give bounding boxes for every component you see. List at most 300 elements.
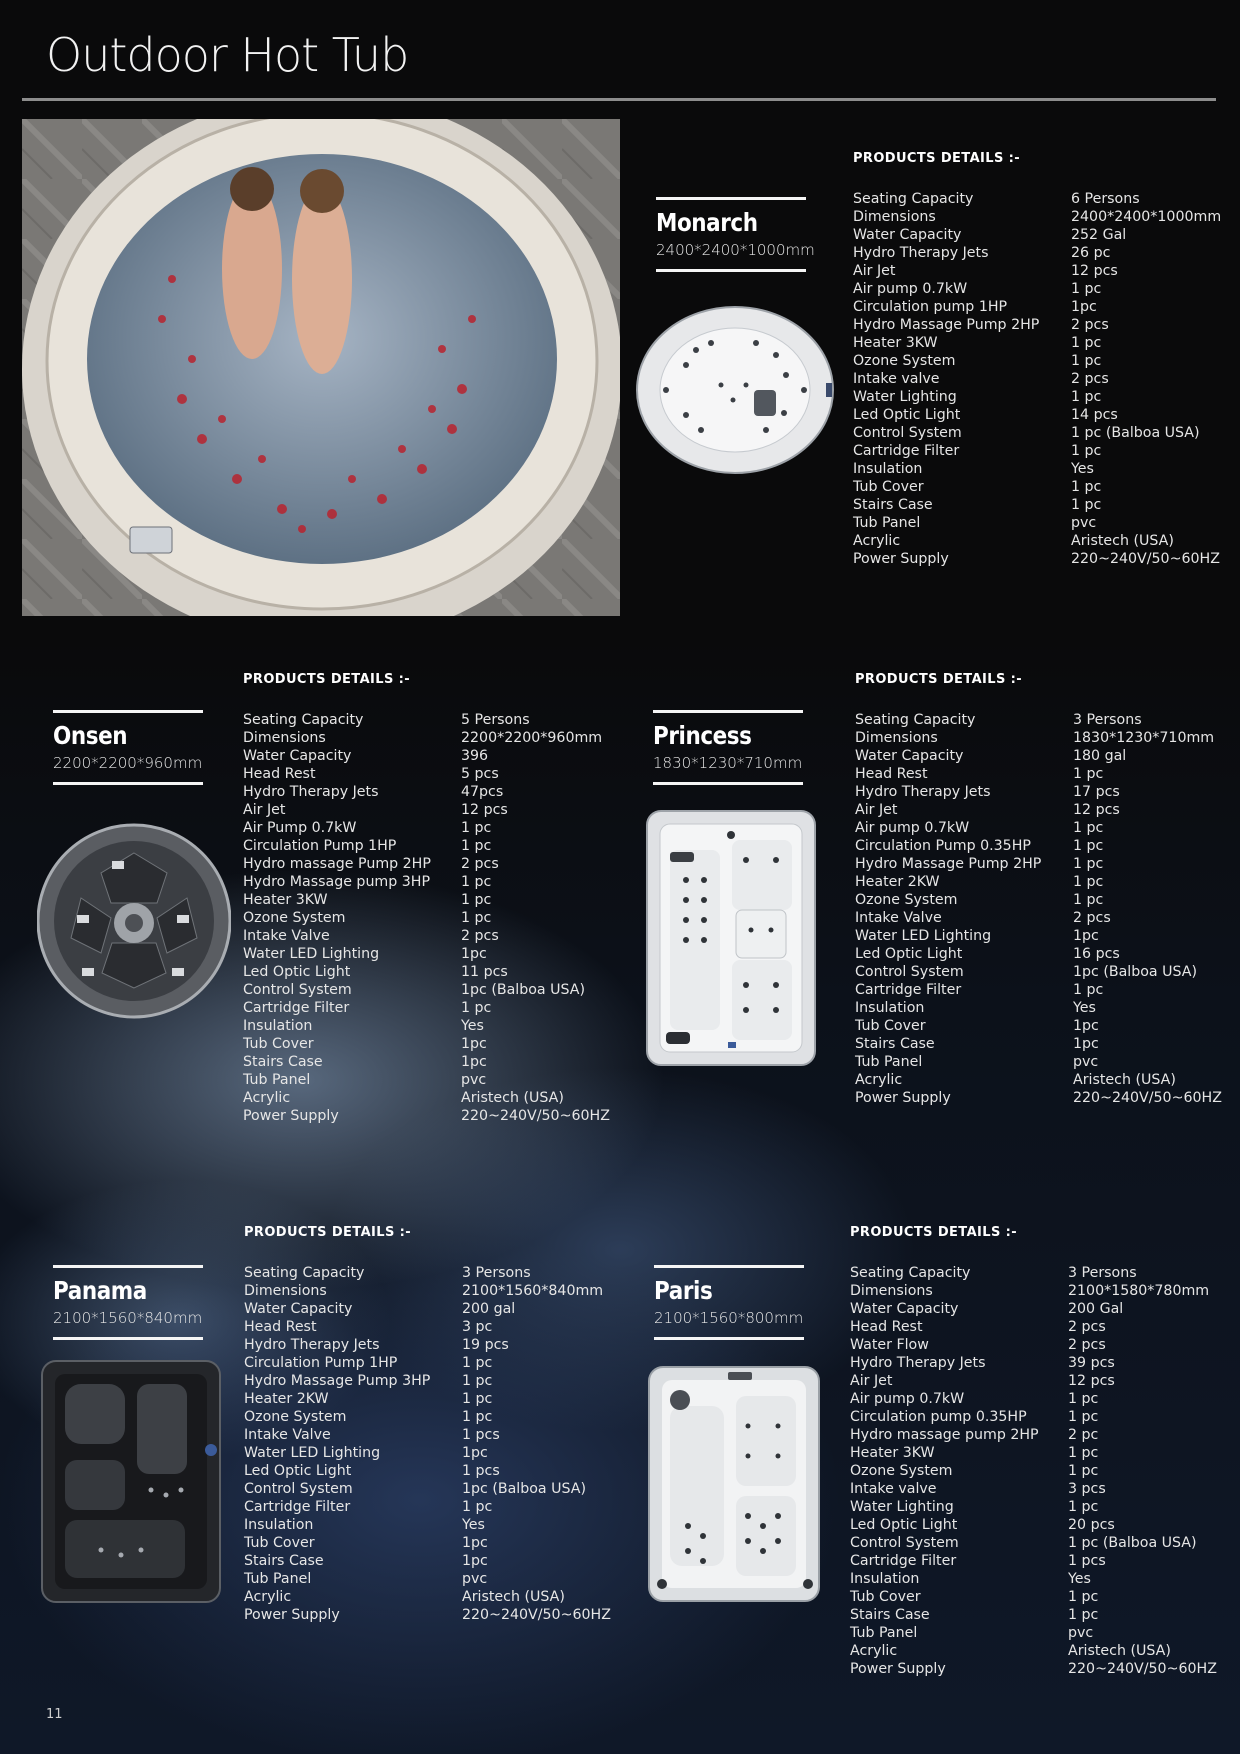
spec-value: 1 pc <box>461 910 492 926</box>
spec-value: 2400*2400*1000mm <box>1071 209 1222 225</box>
spec-value: pvc <box>462 1571 488 1587</box>
spec-row <box>850 1444 1217 1462</box>
spec-label: Insulation <box>855 1000 925 1016</box>
product-name-rule <box>654 1265 804 1268</box>
spec-row <box>850 1300 1217 1318</box>
spec-row <box>853 208 1221 226</box>
spec-value: 2 pc <box>1068 1427 1099 1443</box>
spec-value: 1 pc <box>462 1409 493 1425</box>
spec-label: Insulation <box>244 1517 314 1533</box>
spec-row <box>244 1408 611 1426</box>
spec-label: Led Optic Light <box>244 1463 352 1479</box>
spec-value: 1pc (Balboa USA) <box>461 982 586 998</box>
spec-label: Water Capacity <box>855 748 964 764</box>
spec-value: 2 pcs <box>461 928 499 944</box>
spec-label: Hydro Therapy Jets <box>243 784 379 800</box>
spec-row <box>243 1089 610 1107</box>
spec-label: Dimensions <box>244 1283 327 1299</box>
spec-row <box>243 765 610 783</box>
spec-row <box>855 1053 1222 1071</box>
spec-value: 220~240V/50~60HZ <box>1068 1661 1217 1677</box>
spec-row <box>850 1462 1217 1480</box>
spec-value: 2200*2200*960mm <box>461 730 603 746</box>
spec-value: pvc <box>461 1072 487 1088</box>
spec-label: Tub Cover <box>850 1589 921 1605</box>
product-name: Monarch <box>656 208 758 237</box>
spec-value: Yes <box>1068 1571 1091 1587</box>
spec-row <box>244 1462 611 1480</box>
spec-value: 220~240V/50~60HZ <box>1071 551 1220 567</box>
spec-value: 200 Gal <box>1068 1301 1124 1317</box>
spec-label: Control System <box>850 1535 959 1551</box>
spec-value: 1 pc <box>1073 874 1104 890</box>
spec-value: 1pc <box>1073 1018 1099 1034</box>
spec-label: Ozone System <box>853 353 956 369</box>
spec-value: 180 gal <box>1073 748 1127 764</box>
spec-value: 2100*1560*840mm <box>462 1283 604 1299</box>
spec-value: 220~240V/50~60HZ <box>1073 1090 1222 1106</box>
title-divider <box>22 98 1216 101</box>
spec-label: Insulation <box>853 461 923 477</box>
spec-label: Power Supply <box>850 1661 946 1677</box>
spec-label: Hydro Therapy Jets <box>855 784 991 800</box>
spec-label: Led Optic Light <box>853 407 961 423</box>
spec-label: Head Rest <box>244 1319 317 1335</box>
product-name-block-panama <box>53 1265 203 1340</box>
spec-row <box>853 424 1221 442</box>
spec-row <box>243 981 610 999</box>
product-details-onsen <box>243 671 610 1125</box>
spec-value: 1 pc <box>1073 982 1104 998</box>
spec-value: 16 pcs <box>1073 946 1120 962</box>
spec-label: Air Jet <box>243 802 286 818</box>
spec-row <box>853 244 1221 262</box>
spec-value: 396 <box>461 748 489 764</box>
spec-value: 17 pcs <box>1073 784 1120 800</box>
spec-row <box>850 1264 1217 1282</box>
spec-label: Tub Panel <box>855 1054 923 1070</box>
spec-row <box>855 963 1222 981</box>
products-details-header: PRODUCTS DETAILS :- <box>855 672 1023 687</box>
spec-value: 1 pc <box>461 892 492 908</box>
products-details-header: PRODUCTS DETAILS :- <box>244 1225 412 1240</box>
spec-row <box>850 1390 1217 1408</box>
products-details-header: PRODUCTS DETAILS :- <box>850 1225 1018 1240</box>
spec-value: Aristech (USA) <box>1073 1072 1176 1088</box>
spec-row <box>855 909 1222 927</box>
product-details-monarch <box>853 150 1221 568</box>
spec-row <box>244 1372 611 1390</box>
spec-label: Air pump 0.7kW <box>850 1391 965 1407</box>
spec-row <box>244 1480 611 1498</box>
spec-value: 1pc <box>1073 928 1099 944</box>
spec-value: 1 pc <box>1071 281 1102 297</box>
spec-label: Power Supply <box>855 1090 951 1106</box>
product-name-rule <box>653 782 803 785</box>
products-details-header: PRODUCTS DETAILS :- <box>243 672 411 687</box>
product-details-princess <box>855 671 1222 1107</box>
spec-row <box>244 1282 611 1300</box>
spec-label: Water LED Lighting <box>244 1445 381 1461</box>
spec-row <box>853 460 1221 478</box>
product-name: Paris <box>654 1276 713 1305</box>
product-name-rule <box>53 782 203 785</box>
spec-value: 11 pcs <box>461 964 508 980</box>
spec-row <box>244 1498 611 1516</box>
spec-row <box>853 514 1221 532</box>
spec-label: Stairs Case <box>850 1607 930 1623</box>
spec-label: Tub Cover <box>853 479 924 495</box>
product-name-rule <box>53 710 203 713</box>
spec-label: Ozone System <box>855 892 958 908</box>
product-name-rule <box>656 197 806 200</box>
spec-label: Acrylic <box>855 1072 903 1088</box>
spec-value: 3 Persons <box>1073 712 1142 728</box>
spec-label: Hydro massage Pump 2HP <box>243 856 431 872</box>
spec-label: Intake Valve <box>855 910 942 926</box>
spec-value: 220~240V/50~60HZ <box>461 1108 610 1124</box>
product-photo-onsen <box>37 823 231 1023</box>
spec-row <box>243 1035 610 1053</box>
spec-row <box>853 532 1221 550</box>
spec-value: 47pcs <box>461 784 504 800</box>
spec-label: Hydro massage pump 2HP <box>850 1427 1039 1443</box>
spec-label: Head Rest <box>850 1319 923 1335</box>
spec-row <box>244 1390 611 1408</box>
spec-label: Head Rest <box>243 766 316 782</box>
spec-label: Heater 2KW <box>244 1391 329 1407</box>
spec-value: 1 pc <box>1068 1499 1099 1515</box>
spec-row <box>853 316 1221 334</box>
page-title: Outdoor Hot Tub <box>46 28 409 82</box>
spec-value: 2 pcs <box>1068 1337 1106 1353</box>
spec-label: Cartridge Filter <box>243 1000 350 1016</box>
spec-label: Acrylic <box>853 533 901 549</box>
spec-row <box>244 1444 611 1462</box>
spec-value: 1pc (Balboa USA) <box>462 1481 587 1497</box>
spec-value: 1 pc <box>1068 1391 1099 1407</box>
spec-label: Control System <box>243 982 352 998</box>
spec-label: Water Capacity <box>244 1301 353 1317</box>
products-details-header: PRODUCTS DETAILS :- <box>853 151 1021 166</box>
spec-row <box>850 1372 1217 1390</box>
spec-row <box>853 334 1221 352</box>
spec-label: Intake Valve <box>244 1427 331 1443</box>
spec-label: Hydro Massage Pump 2HP <box>853 317 1040 333</box>
spec-label: Tub Panel <box>853 515 921 531</box>
spec-label: Control System <box>855 964 964 980</box>
spec-value: 12 pcs <box>461 802 508 818</box>
spec-row <box>850 1426 1217 1444</box>
spec-value: 3 pc <box>462 1319 493 1335</box>
spec-label: Acrylic <box>244 1589 292 1605</box>
spec-row <box>855 981 1222 999</box>
spec-value: 1 pc <box>1068 1607 1099 1623</box>
spec-value: 1830*1230*710mm <box>1073 730 1215 746</box>
product-photo-princess <box>646 810 816 1070</box>
spec-label: Seating Capacity <box>850 1265 971 1281</box>
spec-row <box>243 999 610 1017</box>
spec-row <box>243 747 610 765</box>
spec-row <box>853 388 1221 406</box>
spec-value: 1 pcs <box>462 1427 500 1443</box>
spec-value: 1 pc <box>1073 838 1104 854</box>
spec-value: pvc <box>1071 515 1097 531</box>
spec-row <box>243 783 610 801</box>
spec-row <box>855 855 1222 873</box>
spec-value: Aristech (USA) <box>462 1589 565 1605</box>
product-dimension: 2400*2400*1000mm <box>656 241 815 259</box>
product-name-rule <box>656 269 806 272</box>
spec-row <box>853 406 1221 424</box>
spec-row <box>244 1552 611 1570</box>
spec-value: 1 pc (Balboa USA) <box>1071 425 1200 441</box>
spec-value: Yes <box>462 1517 485 1533</box>
spec-row <box>853 190 1221 208</box>
spec-row <box>853 442 1221 460</box>
product-name-block-monarch <box>656 197 815 272</box>
spec-label: Air Jet <box>853 263 896 279</box>
spec-row <box>853 226 1221 244</box>
spec-label: Dimensions <box>853 209 936 225</box>
spec-row <box>850 1642 1217 1660</box>
spec-row <box>850 1606 1217 1624</box>
spec-label: Control System <box>853 425 962 441</box>
spec-row <box>855 819 1222 837</box>
spec-row <box>244 1534 611 1552</box>
spec-row <box>853 370 1221 388</box>
spec-value: pvc <box>1068 1625 1094 1641</box>
spec-label: Water Capacity <box>850 1301 959 1317</box>
spec-value: 2 pcs <box>461 856 499 872</box>
spec-label: Tub Cover <box>244 1535 315 1551</box>
spec-label: Circulation Pump 1HP <box>244 1355 398 1371</box>
spec-row <box>853 496 1221 514</box>
spec-value: Aristech (USA) <box>1071 533 1174 549</box>
product-name: Princess <box>653 721 752 750</box>
spec-label: Tub Cover <box>243 1036 314 1052</box>
spec-value: 200 gal <box>462 1301 516 1317</box>
spec-label: Seating Capacity <box>853 191 974 207</box>
spec-value: 1pc <box>462 1535 488 1551</box>
spec-row <box>850 1552 1217 1570</box>
spec-row <box>855 873 1222 891</box>
product-name: Panama <box>53 1276 147 1305</box>
spec-row <box>855 891 1222 909</box>
product-name-block-princess <box>653 710 803 785</box>
product-photo-panama <box>41 1360 221 1607</box>
spec-label: Seating Capacity <box>243 712 364 728</box>
spec-value: 20 pcs <box>1068 1517 1115 1533</box>
spec-value: 1 pc <box>1071 335 1102 351</box>
spec-value: 5 pcs <box>461 766 499 782</box>
spec-label: Stairs Case <box>244 1553 324 1569</box>
spec-row <box>243 729 610 747</box>
product-dimension: 1830*1230*710mm <box>653 754 803 772</box>
spec-label: Insulation <box>850 1571 920 1587</box>
spec-value: 2 pcs <box>1073 910 1111 926</box>
spec-row <box>855 837 1222 855</box>
spec-value: 1 pc (Balboa USA) <box>1068 1535 1197 1551</box>
spec-label: Tub Panel <box>850 1625 918 1641</box>
spec-value: 220~240V/50~60HZ <box>462 1607 611 1623</box>
spec-value: 19 pcs <box>462 1337 509 1353</box>
spec-value: 1pc (Balboa USA) <box>1073 964 1198 980</box>
spec-value: Aristech (USA) <box>461 1090 564 1106</box>
product-name-rule <box>53 1265 203 1268</box>
spec-row <box>243 945 610 963</box>
spec-value: 1 pcs <box>462 1463 500 1479</box>
spec-label: Intake valve <box>853 371 940 387</box>
spec-value: pvc <box>1073 1054 1099 1070</box>
spec-value: 3 Persons <box>462 1265 531 1281</box>
spec-value: 1pc <box>461 946 487 962</box>
spec-row <box>850 1498 1217 1516</box>
spec-label: Hydro Massage pump 3HP <box>243 874 431 890</box>
spec-row <box>243 711 610 729</box>
spec-value: 1 pc <box>1073 856 1104 872</box>
spec-row <box>244 1588 611 1606</box>
spec-label: Cartridge Filter <box>855 982 962 998</box>
spec-value: 12 pcs <box>1071 263 1118 279</box>
spec-value: 1 pc <box>1073 820 1104 836</box>
spec-value: 1 pc <box>461 820 492 836</box>
spec-value: 1 pc <box>1068 1463 1099 1479</box>
spec-row <box>243 801 610 819</box>
spec-row <box>855 765 1222 783</box>
spec-label: Tub Cover <box>855 1018 926 1034</box>
spec-row <box>850 1354 1217 1372</box>
spec-label: Heater 3KW <box>853 335 938 351</box>
product-name-rule <box>53 1337 203 1340</box>
spec-value: 12 pcs <box>1073 802 1120 818</box>
spec-label: Dimensions <box>855 730 938 746</box>
spec-value: 1 pc <box>462 1499 493 1515</box>
spec-row <box>243 819 610 837</box>
spec-label: Power Supply <box>244 1607 340 1623</box>
spec-row <box>243 1017 610 1035</box>
spec-row <box>244 1606 611 1624</box>
product-details-panama <box>244 1224 611 1624</box>
spec-label: Air Jet <box>850 1373 893 1389</box>
product-dimension: 2100*1560*840mm <box>53 1309 203 1327</box>
spec-row <box>243 963 610 981</box>
spec-row <box>853 262 1221 280</box>
spec-value: Yes <box>1071 461 1094 477</box>
spec-label: Stairs Case <box>243 1054 323 1070</box>
spec-row <box>855 783 1222 801</box>
spec-value: 14 pcs <box>1071 407 1118 423</box>
spec-row <box>243 1053 610 1071</box>
spec-row <box>850 1570 1217 1588</box>
spec-row <box>244 1354 611 1372</box>
spec-value: 1pc <box>1073 1036 1099 1052</box>
product-name-rule <box>653 710 803 713</box>
spec-value: 2 pcs <box>1071 371 1109 387</box>
spec-value: 252 Gal <box>1071 227 1127 243</box>
spec-label: Head Rest <box>855 766 928 782</box>
spec-label: Cartridge Filter <box>853 443 960 459</box>
product-photo-paris <box>648 1366 820 1606</box>
spec-row <box>855 711 1222 729</box>
spec-label: Cartridge Filter <box>850 1553 957 1569</box>
spec-label: Water LED Lighting <box>855 928 992 944</box>
spec-label: Insulation <box>243 1018 313 1034</box>
spec-row <box>244 1336 611 1354</box>
spec-row <box>244 1264 611 1282</box>
spec-label: Hydro Therapy Jets <box>853 245 989 261</box>
spec-row <box>243 909 610 927</box>
spec-row <box>850 1516 1217 1534</box>
spec-label: Heater 2KW <box>855 874 940 890</box>
spec-row <box>855 945 1222 963</box>
spec-row <box>855 801 1222 819</box>
spec-value: 1 pc <box>462 1391 493 1407</box>
spec-label: Tub Panel <box>243 1072 311 1088</box>
spec-value: Yes <box>461 1018 484 1034</box>
spec-value: 2 pcs <box>1071 317 1109 333</box>
spec-row <box>850 1588 1217 1606</box>
spec-row <box>243 891 610 909</box>
spec-label: Intake Valve <box>243 928 330 944</box>
spec-label: Air Jet <box>855 802 898 818</box>
spec-list <box>243 711 610 1125</box>
spec-label: Acrylic <box>243 1090 291 1106</box>
product-dimension: 2100*1560*800mm <box>654 1309 804 1327</box>
spec-row <box>850 1624 1217 1642</box>
spec-label: Circulation pump 1HP <box>853 299 1008 315</box>
spec-label: Hydro Therapy Jets <box>850 1355 986 1371</box>
spec-row <box>853 478 1221 496</box>
spec-label: Circulation pump 0.35HP <box>850 1409 1027 1425</box>
spec-value: 1 pc <box>1071 479 1102 495</box>
spec-row <box>244 1300 611 1318</box>
spec-label: Water Capacity <box>853 227 962 243</box>
spec-value: 5 Persons <box>461 712 530 728</box>
spec-value: 1 pc <box>462 1373 493 1389</box>
spec-label: Water Lighting <box>853 389 957 405</box>
spec-row <box>244 1570 611 1588</box>
spec-value: 1 pc <box>1068 1409 1099 1425</box>
spec-label: Dimensions <box>850 1283 933 1299</box>
spec-label: Air pump 0.7kW <box>855 820 970 836</box>
spec-row <box>850 1534 1217 1552</box>
spec-value: 1 pc <box>1071 497 1102 513</box>
spec-label: Air pump 0.7kW <box>853 281 968 297</box>
spec-row <box>244 1516 611 1534</box>
spec-row <box>243 927 610 945</box>
spec-list <box>853 190 1221 568</box>
spec-value: 1 pc <box>1068 1445 1099 1461</box>
spec-row <box>243 1071 610 1089</box>
spec-row <box>850 1282 1217 1300</box>
spec-row <box>243 873 610 891</box>
spec-row <box>855 1089 1222 1107</box>
product-name-rule <box>654 1337 804 1340</box>
spec-row <box>244 1426 611 1444</box>
spec-value: 3 Persons <box>1068 1265 1137 1281</box>
spec-label: Circulation Pump 0.35HP <box>855 838 1031 854</box>
spec-value: 1pc <box>1071 299 1097 315</box>
spec-row <box>850 1318 1217 1336</box>
spec-row <box>850 1408 1217 1426</box>
spec-label: Hydro Massage Pump 3HP <box>244 1373 431 1389</box>
spec-label: Seating Capacity <box>855 712 976 728</box>
spec-row <box>855 999 1222 1017</box>
spec-label: Led Optic Light <box>855 946 963 962</box>
spec-value: 1 pc <box>462 1355 493 1371</box>
spec-label: Water LED Lighting <box>243 946 380 962</box>
